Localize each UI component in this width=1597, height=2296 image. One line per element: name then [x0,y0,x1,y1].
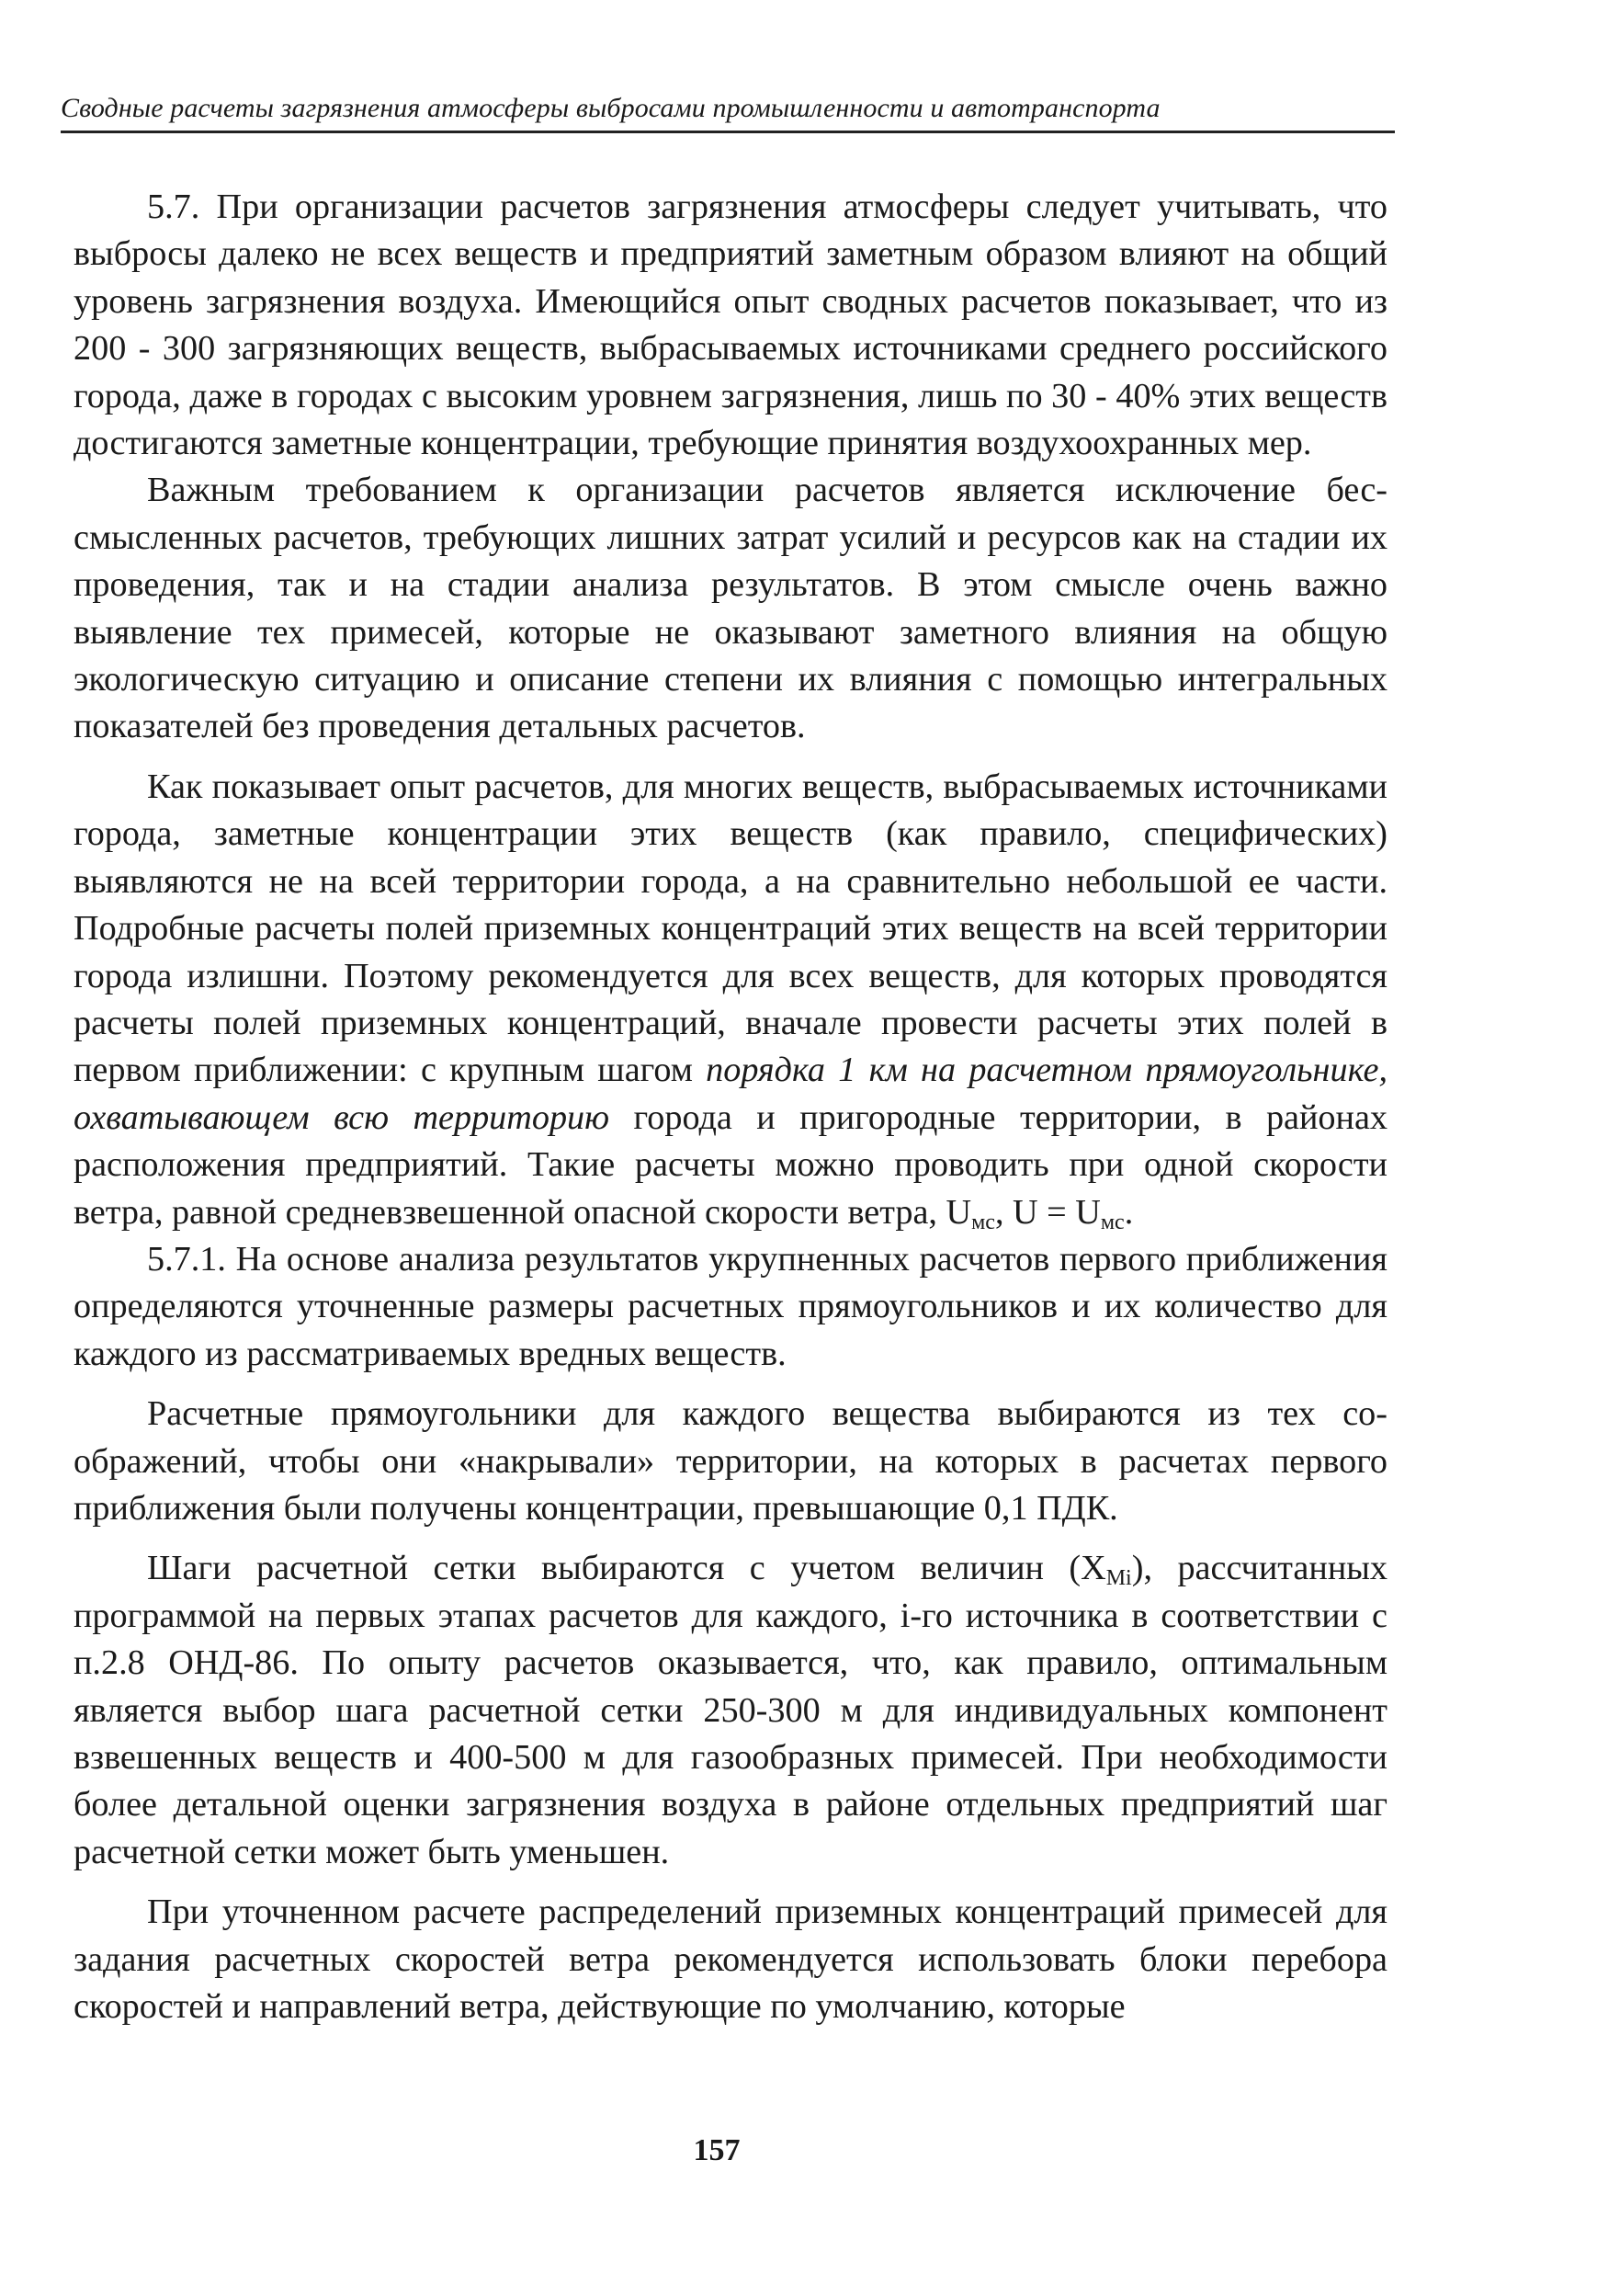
paragraph-experience-part-a: Как показывает опыт расчетов, для многих веществ, выбрасываемых источниками города, заметные концентрации этих веществ (как правило, специфических) выявляются не на всей территории города, а на сравнительно небольшой ее части. Подробные расчеты полей приземных концентраций этих веществ на всей территории города излишни. Поэтому рекомендуется для всех веществ, для которых проводятся расчеты полей приземных концентраций, вначале провести расчеты этих полей в первом приближении: с крупным шагом [74,767,1387,1090]
paragraph-requirements: Важным требованием к организации расчетов является исключение бессмысленных расчетов, требующих лишних затрат усилий и ресурсов как на стадии их проведения, так и на стадии анализа результатов. В этом смысле очень важно выявление тех примесей, которые не оказывают заметного влияния на общую экологическую ситуацию и описание степени их влияния с помощью интегральных показателей без проведения детальных расчетов. [74,471,1387,746]
subscript-ms-2: мс [1100,1210,1125,1234]
paragraph-experience-end: . [1124,1192,1134,1232]
subscript-mi: Mi [1105,1566,1132,1591]
paragraph-experience-part-b: города и пригородные территории, в районах расположения предприятий. Такие расчеты можно проводить при одной скорости ветра, равной средневзвешенной опасной скорости ветра, U [74,1097,1388,1232]
paragraph-5-7: 5.7. При организации расчетов загрязнения атмосферы следует учитывать, что выбросы далеко не всех веществ и предприятий заметным образом влияют на общий уровень загрязнения воздуха. Имеющийся опыт сводных расчетов показывает, что из 200 - 300 загрязняющих веществ, выбрасываемых источниками среднего российского города, даже в городах с высоким уровнем загрязнения, лишь по 30 - 40% этих веществ достигаются заметные концентрации, требующие принятия воздухоохранных мер. [74,188,1387,463]
running-header: Сводные расчеты загрязнения атмосферы выбросами промышленности и автотранспорта [61,88,1395,133]
paragraph-wind-speeds: При уточненном расчете распределений приземных концентраций примесей для задания расчетных скоростей ветра рекомендуется использовать блоки перебора скоростей и направлений ветра, действующие по умолчанию, которые [74,1892,1387,2027]
paragraph-experience-italic: порядка 1 км на расчетном прямоугольнике, охватывающем всю территорию [74,1051,1387,1137]
paragraph-experience [74,764,1387,1236]
body-text [74,184,1387,2030]
paragraph-grid-steps-part-b: ), рассчитанных программой на первых этапах расчетов для каждого, i-го источника в соответствии с п.2.8 ОНД-86. По опыту расчетов оказывается, что, как правило, оптимальным является выбор шага расчетной сетки 250-300 м для индивидуальных компонент взвешенных веществ и 400-500 м для газообразных примесей. При необходимости более детальной оценки загрязнения воздуха в районе отдельных предприятий шаг расчетной сетки может быть уменьшен. [74,1549,1388,1871]
paragraph-grid-steps-part-a: Шаги расчетной сетки выбираются с учетом величин (X [147,1549,1106,1588]
paragraph-experience-part-c: , U = U [994,1192,1101,1232]
subscript-ms-1: мс [971,1210,995,1234]
paragraph-grid-steps [74,1545,1387,1876]
paragraph-rectangles: Расчетные прямоугольники для каждого вещества выбираются из тех соображений, чтобы они «накрывали» территории, на которых в расчетах первого приближения были получены концентрации, превышающие 0,1 ПДК. [74,1394,1387,1528]
paragraph-5-7-1: 5.7.1. На основе анализа результатов укрупненных расчетов первого приближения определяются уточненные размеры расчетных прямоугольников и их количество для каждого из рассматриваемых вредных веществ. [74,1239,1387,1373]
page-number: 157 [693,2133,741,2167]
